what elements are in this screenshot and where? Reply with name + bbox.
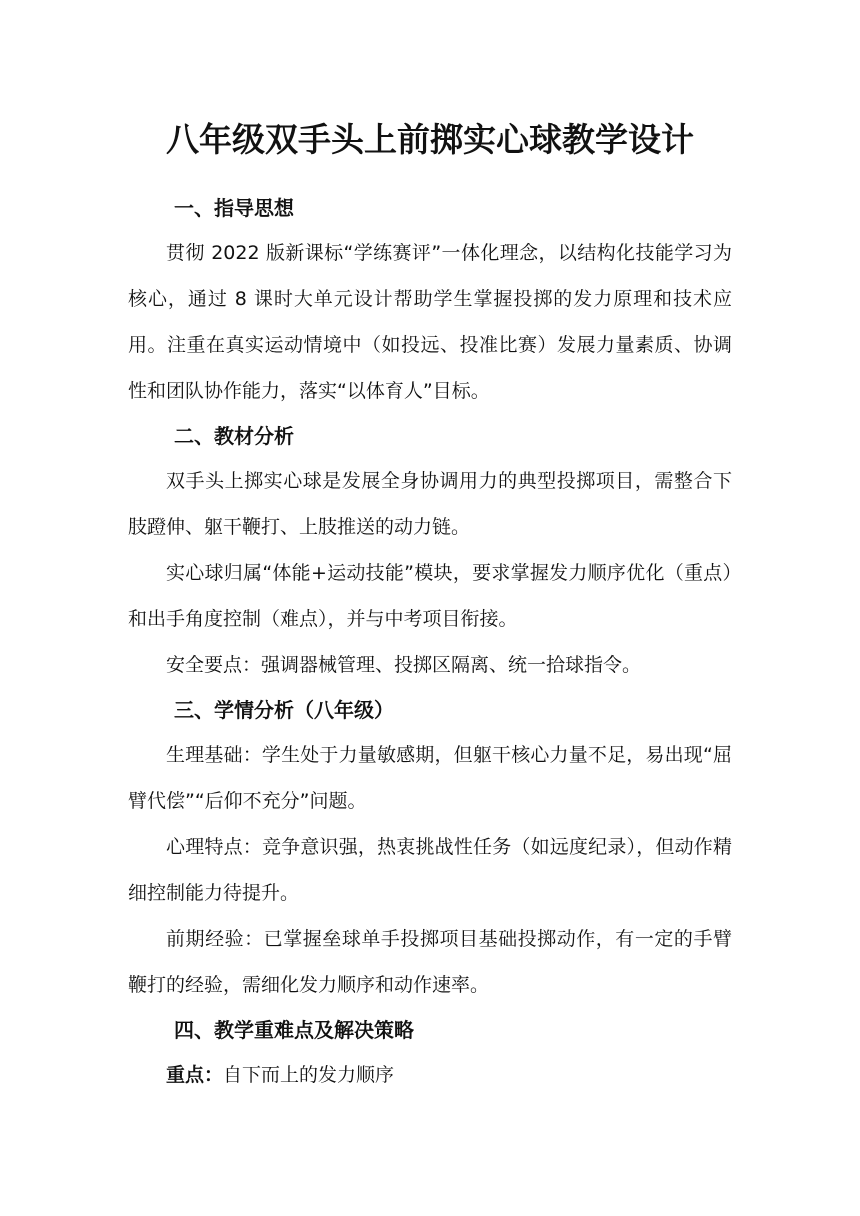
key-point-text: 自下而上的发力顺序 bbox=[223, 1064, 395, 1086]
document-title: 八年级双手头上前掷实心球教学设计 bbox=[166, 120, 694, 159]
section-heading: 四、教学重难点及解决策略 bbox=[174, 1018, 414, 1042]
section-key-difficult-points bbox=[128, 1008, 732, 1098]
paragraph: 前期经验：已掌握垒球单手投掷项目基础投掷动作，有一定的手臂鞭打的经验，需细化发力顺序和动作速率。 bbox=[128, 928, 732, 996]
section-learner-analysis bbox=[128, 688, 732, 1008]
paragraph: 贯彻 2022 版新课标“学练赛评”一体化理念，以结构化技能学习为核心，通过 8 课时大单元设计帮助学生掌握投掷的发力原理和技术应用。注重在真实运动情境中（如投远、投准比赛）发展力量素质、协调性和团队协作能力，落实“以体育人”目标。 bbox=[128, 242, 732, 402]
key-point-paragraph bbox=[128, 1052, 732, 1098]
paragraph: 心理特点：竞争意识强，热衷挑战性任务（如远度纪录），但动作精细控制能力待提升。 bbox=[128, 836, 732, 904]
section-guiding-ideology bbox=[128, 186, 732, 414]
paragraph: 双手头上掷实心球是发展全身协调用力的典型投掷项目，需整合下肢蹬伸、躯干鞭打、上肢推送的动力链。 bbox=[128, 470, 732, 538]
section-heading: 二、教材分析 bbox=[174, 424, 294, 448]
section-heading: 三、学情分析（八年级） bbox=[174, 698, 394, 722]
paragraph: 生理基础：学生处于力量敏感期，但躯干核心力量不足，易出现“屈臂代偿”“后仰不充分”问题。 bbox=[128, 744, 732, 812]
section-heading: 一、指导思想 bbox=[174, 196, 294, 220]
paragraph: 实心球归属“体能+运动技能”模块，要求掌握发力顺序优化（重点）和出手角度控制（难点），并与中考项目衔接。 bbox=[128, 562, 732, 630]
section-material-analysis bbox=[128, 414, 732, 688]
paragraph: 安全要点：强调器械管理、投掷区隔离、统一拾球指令。 bbox=[166, 654, 642, 676]
key-point-label: 重点： bbox=[166, 1064, 224, 1086]
